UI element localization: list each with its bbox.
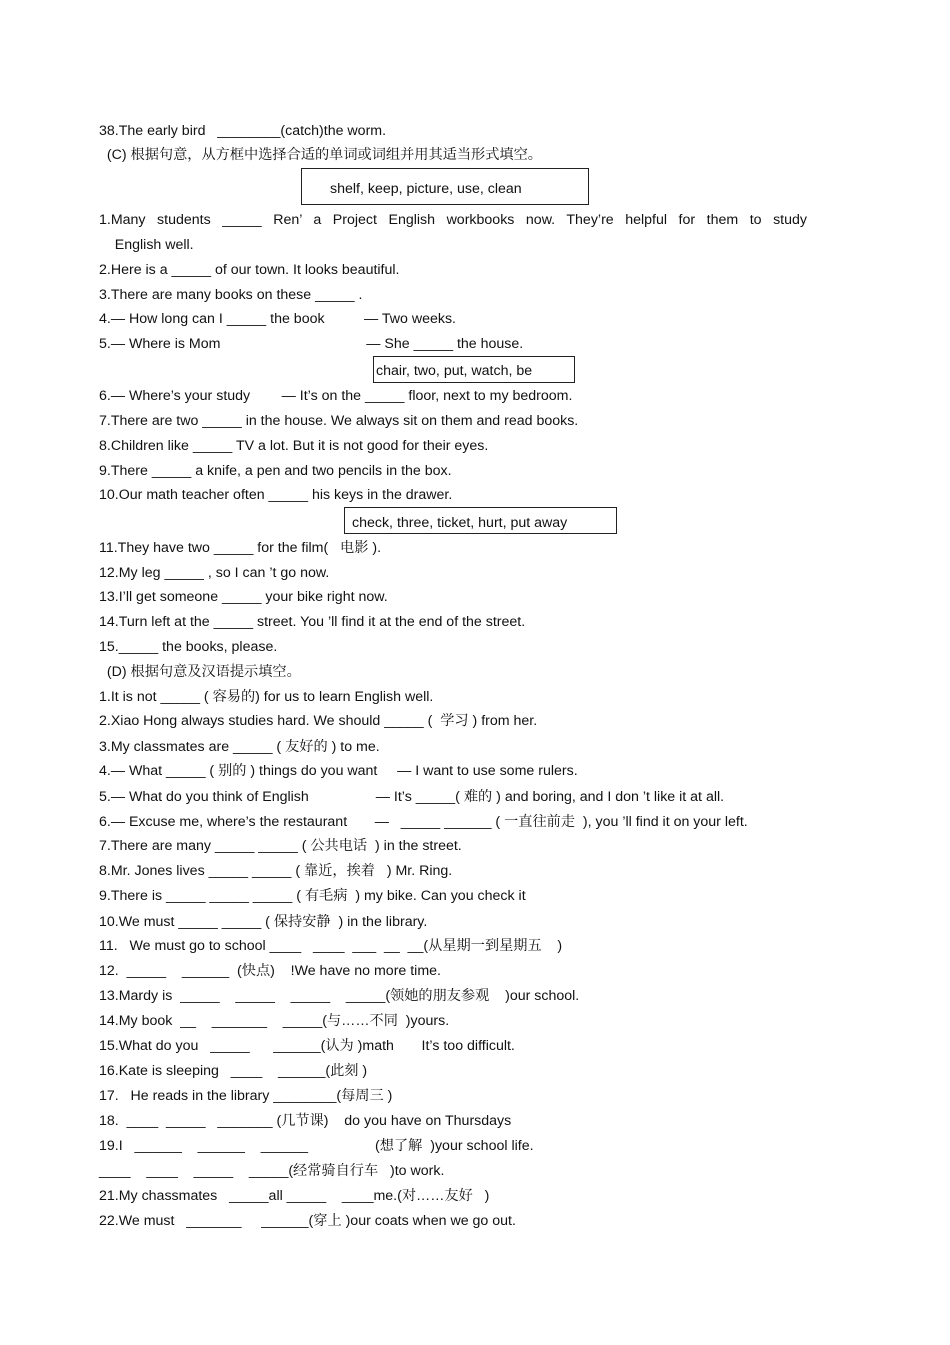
exercise-c9: 9.There _____ a knife, a pen and two pencils in the box. bbox=[99, 463, 452, 479]
section-d-heading: (D) 根据句意及汉语提示填空。 bbox=[99, 664, 301, 680]
exercise-d20: ____ ____ _____ _____(经常骑自行车 )to work. bbox=[99, 1163, 445, 1179]
exercise-d7: 7.There are many _____ _____ ( 公共电话 ) in the street. bbox=[99, 838, 462, 854]
exercise-d22: 22.We must _______ ______(穿上 )our coats when we go out. bbox=[99, 1213, 516, 1229]
exercise-d8: 8.Mr. Jones lives _____ _____ ( 靠近，挨着 ) Mr. Ring. bbox=[99, 863, 453, 879]
exercise-d6: 6.— Excuse me, where’s the restaurant — _____ ______ ( 一直往前走 ), you ’ll find it on your left. bbox=[99, 814, 748, 830]
exercise-d3: 3.My classmates are _____ ( 友好的 ) to me. bbox=[99, 739, 380, 755]
exercise-c10: 10.Our math teacher often _____ his keys in the drawer. bbox=[99, 487, 453, 503]
exercise-c6: 6.— Where’s your study — It’s on the _____ floor, next to my bedroom. bbox=[99, 388, 573, 404]
exercise-d17: 17. He reads in the library ________(每周三 ) bbox=[99, 1088, 393, 1104]
exercise-d12: 12. _____ ______ (快点) !We have no more time. bbox=[99, 963, 441, 979]
exercise-d21: 21.My chassmates _____all _____ ____me.(对……友好 ) bbox=[99, 1188, 490, 1204]
exercise-d16: 16.Kate is sleeping ____ ______(此刻 ) bbox=[99, 1063, 368, 1079]
exercise-c15: 15._____ the books, please. bbox=[99, 639, 278, 655]
word-box-2: chair, two, put, watch, be bbox=[373, 356, 575, 383]
sentence-38: 38.The early bird ________(catch)the worm. bbox=[99, 123, 387, 139]
exercise-d14: 14.My book __ _______ _____(与……不同 )yours. bbox=[99, 1013, 450, 1029]
exercise-d18: 18. ____ _____ _______ (几节课) do you have on Thursdays bbox=[99, 1113, 512, 1129]
exercise-c12: 12.My leg _____ , so I can ’t go now. bbox=[99, 565, 330, 581]
exercise-d1: 1.It is not _____ ( 容易的) for us to learn English well. bbox=[99, 689, 434, 705]
exercise-c14: 14.Turn left at the _____ street. You ’ll find it at the end of the street. bbox=[99, 614, 526, 630]
exercise-c2: 2.Here is a _____ of our town. It looks beautiful. bbox=[99, 262, 400, 278]
exercise-d19: 19.I ______ ______ ______ (想了解 )your school life. bbox=[99, 1138, 534, 1154]
exercise-d4: 4.— What _____ ( 别的 ) things do you want — I want to use some rulers. bbox=[99, 763, 578, 779]
exercise-c1-cont: English well. bbox=[99, 237, 194, 253]
exercise-c11: 11.They have two _____ for the film( 电影 ). bbox=[99, 540, 382, 556]
exercise-c13: 13.I’ll get someone _____ your bike right now. bbox=[99, 589, 388, 605]
section-c-heading: (C) 根据句意，从方框中选择合适的单词或词组并用其适当形式填空。 bbox=[99, 147, 542, 163]
word-box-1: shelf, keep, picture, use, clean bbox=[301, 168, 589, 205]
exercise-d13: 13.Mardy is _____ _____ _____ _____(领她的朋友参观 )our school. bbox=[99, 988, 580, 1004]
exercise-d15: 15.What do you _____ ______(认为 )math It’s too difficult. bbox=[99, 1038, 515, 1054]
exercise-d2: 2.Xiao Hong always studies hard. We should _____ ( 学习 ) from her. bbox=[99, 713, 538, 729]
exercise-c3: 3.There are many books on these _____ . bbox=[99, 287, 363, 303]
exercise-d5: 5.— What do you think of English — It’s _____( 难的 ) and boring, and I don ’t like it at all. bbox=[99, 789, 725, 805]
word-box-3: check, three, ticket, hurt, put away bbox=[344, 507, 617, 534]
exercise-d9: 9.There is _____ _____ _____ ( 有毛病 ) my bike. Can you check it bbox=[99, 888, 526, 904]
exercise-c5: 5.— Where is Mom — She _____ the house. bbox=[99, 336, 524, 352]
exercise-d10: 10.We must _____ _____ ( 保持安静 ) in the library. bbox=[99, 914, 428, 930]
exercise-c1: 1.Many students _____ Ren’ a Project English workbooks now. They’re helpful for them to study bbox=[99, 212, 807, 228]
exercise-c7: 7.There are two _____ in the house. We always sit on them and read books. bbox=[99, 413, 579, 429]
exercise-c8: 8.Children like _____ TV a lot. But it is not good for their eyes. bbox=[99, 438, 489, 454]
exercise-c4: 4.— How long can I _____ the book — Two weeks. bbox=[99, 311, 456, 327]
exercise-d11: 11. We must go to school ____ ____ ___ __ __(从星期一到星期五 ) bbox=[99, 938, 563, 954]
